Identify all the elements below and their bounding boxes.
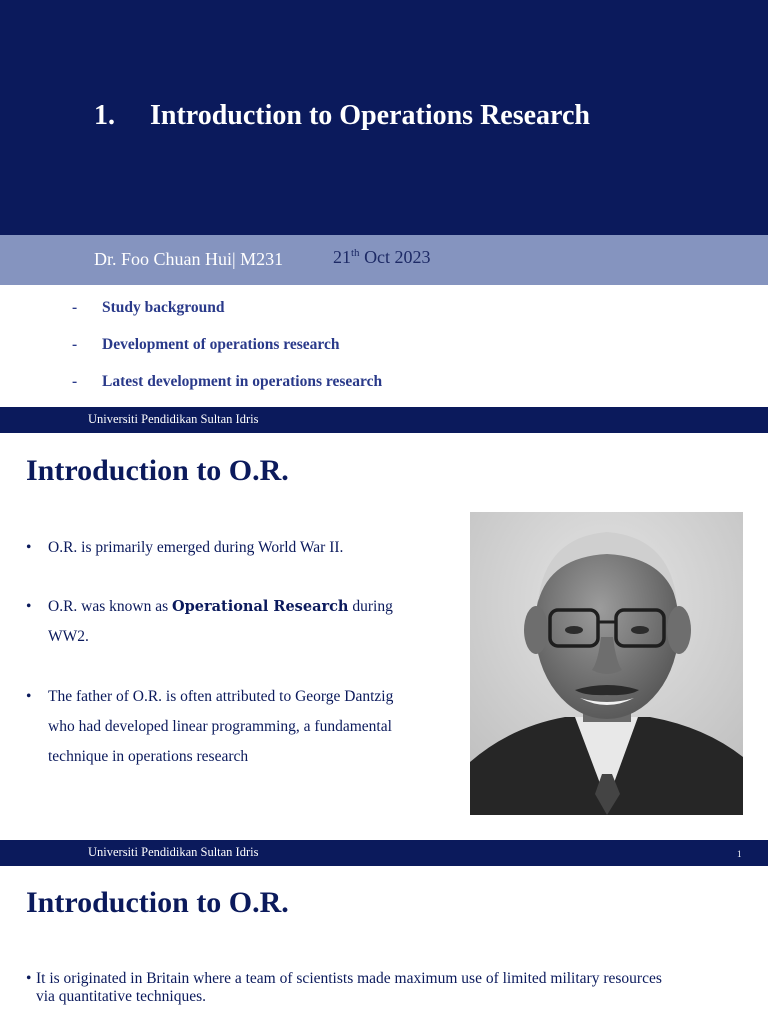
- bullet-text-pre: O.R. was known as: [48, 598, 172, 615]
- bullet-marker: •: [26, 970, 32, 987]
- outline-item: [72, 373, 382, 391]
- slide-heading: Introduction to O.R.: [26, 454, 289, 487]
- bullet-text: [48, 592, 448, 652]
- slide-title-number: 1.: [94, 100, 115, 131]
- bullet-text-bold: Operational Research: [172, 598, 349, 615]
- bullet-marker: •: [26, 688, 32, 705]
- portrait-illustration: [470, 512, 743, 815]
- date-day: 21: [333, 247, 351, 267]
- bullet-text-line1: The father of O.R. is often attributed to George Dantzig: [48, 688, 394, 705]
- bullet-marker: •: [26, 539, 32, 556]
- page-number: 1: [737, 849, 742, 859]
- bullet-text: [36, 970, 761, 1006]
- outline-dash: -: [72, 373, 78, 390]
- footer-university: Universiti Pendidikan Sultan Idris: [88, 412, 259, 426]
- bullet-text: [48, 682, 448, 772]
- presentation-date: [333, 247, 431, 268]
- outline-item-text: Development of operations research: [102, 336, 340, 353]
- bullet-marker: •: [26, 598, 32, 615]
- outline-item: [72, 336, 339, 354]
- bullet-text-line2: via quantitative techniques.: [36, 988, 207, 1005]
- bullet-text-post: during: [348, 598, 393, 615]
- outline-dash: -: [72, 299, 78, 316]
- bullet-text-line2: WW2.: [48, 628, 89, 645]
- author-text: Dr. Foo Chuan Hui| M231: [94, 249, 284, 269]
- outline-item-text: Latest development in operations research: [102, 373, 383, 390]
- slide-heading: Introduction to O.R.: [26, 886, 289, 919]
- bullet-text-line1: It is originated in Britain where a team of scientists made maximum use of limited military resources: [36, 970, 662, 987]
- bullet-text: O.R. is primarily emerged during World War II.: [48, 539, 344, 556]
- date-rest: Oct 2023: [359, 247, 431, 267]
- outline-item-text: Study background: [102, 299, 225, 316]
- slide-title-text: Introduction to Operations Research: [150, 100, 590, 131]
- date-suffix: th: [351, 247, 360, 259]
- outline-dash: -: [72, 336, 78, 353]
- footer-university: Universiti Pendidikan Sultan Idris: [88, 845, 259, 859]
- bullet-text-line3: technique in operations research: [48, 748, 249, 765]
- outline-item: [72, 299, 224, 317]
- slide-title: [94, 100, 590, 132]
- bullet-text-line2: who had developed linear programming, a fundamental: [48, 718, 392, 735]
- portrait-photo: [470, 512, 743, 815]
